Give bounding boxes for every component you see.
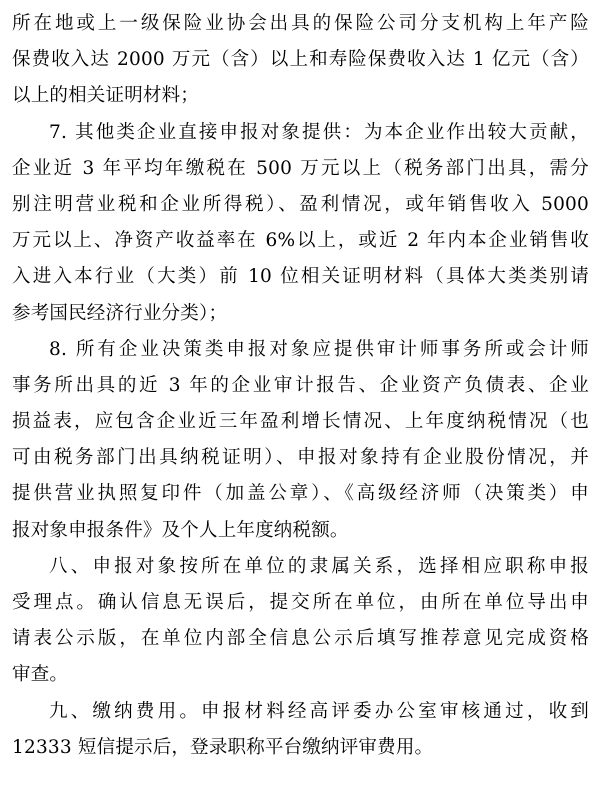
text-line: 受理点。确认信息无误后，提交所在单位，由所在单位导出申 — [12, 592, 589, 613]
text-line: 12333 短信提示后，登录职称平台缴纳评审费用。 — [12, 736, 434, 758]
text-line: 8. 所有企业决策类申报对象应提供审计师事务所或会计师 — [49, 338, 589, 360]
text-line: 报对象申报条件》及个人上年度纳税额。 — [12, 519, 349, 541]
text-line: 审查。 — [12, 664, 69, 686]
text-line: 八、申报对象按所在单位的隶属关系，选择相应职称申报 — [49, 555, 589, 577]
text-line: 可由税务部门出具纳税证明）、申报对象持有企业股份情况，并 — [12, 447, 589, 469]
text-line: 别注明营业税和企业所得税）、盈利情况，或年销售收入 5000 — [12, 193, 589, 215]
text-line: 保费收入达 2000 万元（含）以上和寿险保费收入达 1 亿元（含） — [12, 49, 589, 71]
text-line: 提供营业执照复印件（加盖公章）、《高级经济师（决策类）申 — [12, 483, 589, 505]
text-line: 以上的相关证明材料； — [12, 85, 200, 107]
text-line: 7. 其他类企业直接申报对象提供：为本企业作出较大贡献， — [49, 121, 589, 143]
text-line: 事务所出具的近 3 年的企业审计报告、企业资产负债表、企业 — [12, 374, 589, 396]
text-line: 损益表，应包含企业近三年盈利增长情况、上年度纳税情况（也 — [12, 411, 589, 433]
text-line: 参考国民经济行业分类）； — [12, 302, 228, 324]
text-line: 九、缴纳费用。申报材料经高评委办公室审核通过，收到 — [49, 700, 589, 722]
text-line: 企业近 3 年平均年缴税在 500 万元以上（税务部门出具，需分 — [12, 157, 589, 179]
text-line: 请表公示版，在单位内部全信息公示后填写推荐意见完成资格 — [12, 628, 589, 650]
text-line: 所在地或上一级保险业协会出具的保险公司分支机构上年产险 — [12, 13, 589, 34]
text-line: 入进入本行业（大类）前 10 位相关证明材料（具体大类类别请 — [12, 266, 589, 288]
text-line: 万元以上、净资产收益率在 6%以上，或近 2 年内本企业销售收 — [12, 230, 589, 252]
